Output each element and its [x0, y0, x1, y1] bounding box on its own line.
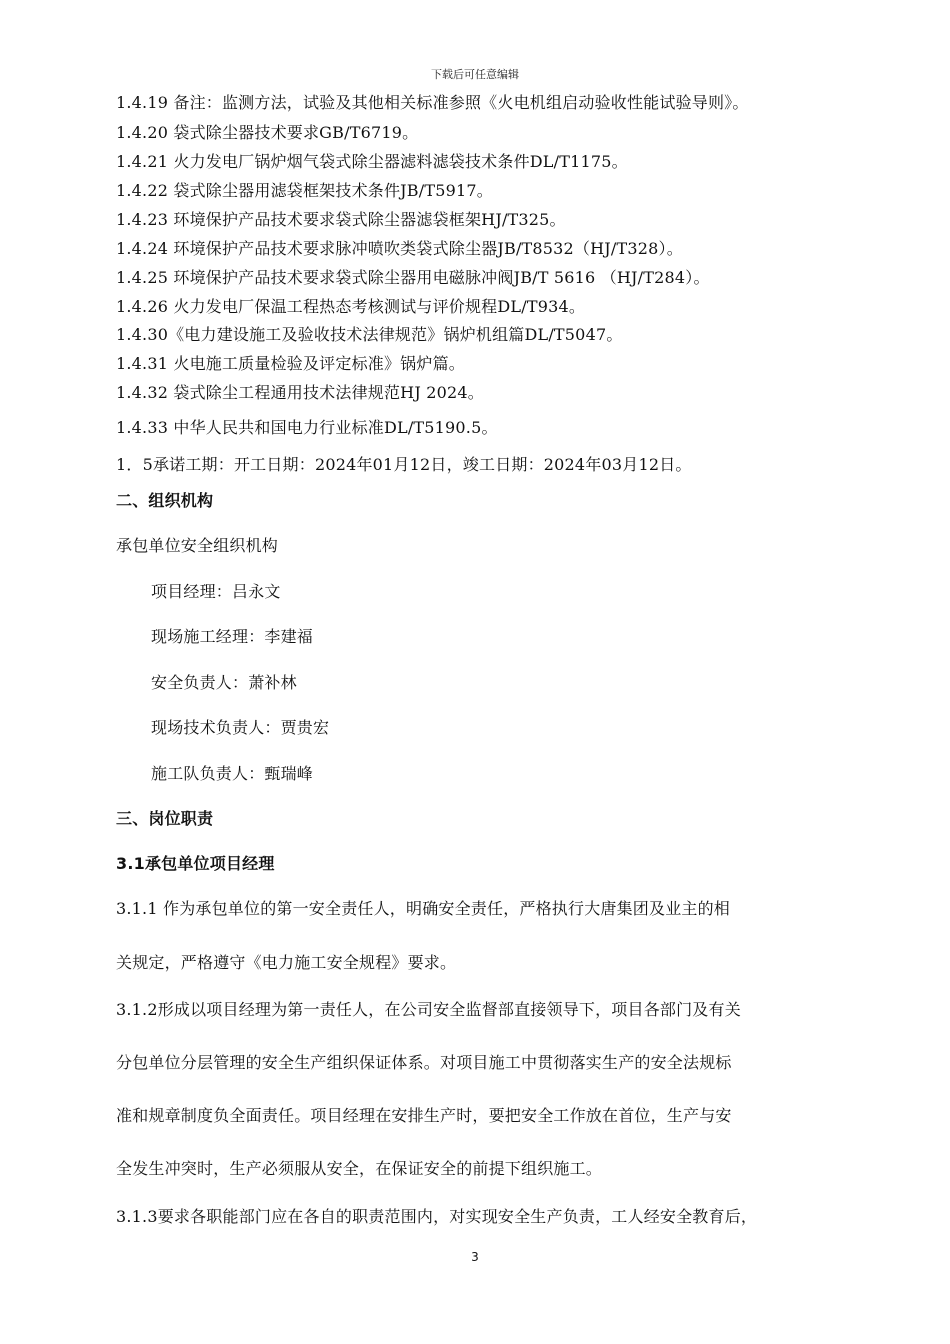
org-member: 安全负责人：萧补林 [151, 673, 297, 692]
paragraph-line: 分包单位分层管理的安全生产组织保证体系。对项目施工中贯彻落实生产的安全法规标 [116, 1053, 732, 1072]
paragraph-line: 准和规章制度负全面责任。项目经理在安排生产时，要把安全工作放在首位，生产与安 [116, 1106, 732, 1125]
reference-item: 1.4.20 袋式除尘器技术要求GB/T6719。 [116, 123, 419, 142]
paragraph-line: 3.1.1 作为承包单位的第一安全责任人，明确安全责任，严格执行大唐集团及业主的相 [116, 899, 730, 918]
reference-item: 1.4.33 中华人民共和国电力行业标准DL/T5190.5。 [116, 418, 498, 437]
reference-item: 1.4.32 袋式除尘工程通用技术法律规范HJ 2024。 [116, 383, 484, 402]
subsection-heading: 3.1承包单位项目经理 [116, 854, 275, 873]
org-member: 现场技术负责人：贾贵宏 [151, 718, 330, 737]
org-member: 施工队负责人：甄瑞峰 [151, 764, 314, 783]
reference-item: 1.4.22 袋式除尘器用滤袋框架技术条件JB/T5917。 [116, 181, 493, 200]
paragraph-line: 3.1.3要求各职能部门应在各自的职责范围内，对实现安全生产负责，工人经安全教育后， [116, 1207, 758, 1226]
reference-item: 1.4.19 备注：监测方法，试验及其他相关标准参照《火电机组启动验收性能试验导则》。 [116, 93, 749, 112]
reference-item: 1.4.25 环境保护产品技术要求袋式除尘器用电磁脉冲阀JB/T 5616 （HJ/T284）。 [116, 268, 710, 287]
reference-item: 1.4.31 火电施工质量检验及评定标准》锅炉篇。 [116, 354, 465, 373]
schedule-line: 1．5承诺工期：开工日期：2024年01月12日，竣工日期：2024年03月12日。 [116, 455, 692, 474]
section-heading-duties: 三、岗位职责 [116, 809, 214, 828]
reference-item: 1.4.24 环境保护产品技术要求脉冲喷吹类袋式除尘器JB/T8532（HJ/T328）。 [116, 239, 683, 258]
reference-item: 1.4.30《电力建设施工及验收技术法律规范》锅炉机组篇DL/T5047。 [116, 325, 623, 344]
org-member: 项目经理：吕永文 [151, 582, 281, 601]
paragraph-line: 3.1.2形成以项目经理为第一责任人，在公司安全监督部直接领导下，项目各部门及有关 [116, 1000, 741, 1019]
reference-item: 1.4.21 火力发电厂锅炉烟气袋式除尘器滤料滤袋技术条件DL/T1175。 [116, 152, 628, 171]
reference-item: 1.4.26 火力发电厂保温工程热态考核测试与评价规程DL/T934。 [116, 297, 586, 316]
page-header-note: 下载后可任意编辑 [431, 68, 519, 81]
page-number: 3 [471, 1250, 479, 1264]
section-heading-organization: 二、组织机构 [116, 491, 214, 510]
org-subheading: 承包单位安全组织机构 [116, 536, 279, 555]
paragraph-line: 关规定，严格遵守《电力施工安全规程》要求。 [116, 953, 457, 972]
paragraph-line: 全发生冲突时，生产必须服从安全，在保证安全的前提下组织施工。 [116, 1159, 603, 1178]
reference-item: 1.4.23 环境保护产品技术要求袋式除尘器滤袋框架HJ/T325。 [116, 210, 566, 229]
org-member: 现场施工经理：李建福 [151, 627, 314, 646]
